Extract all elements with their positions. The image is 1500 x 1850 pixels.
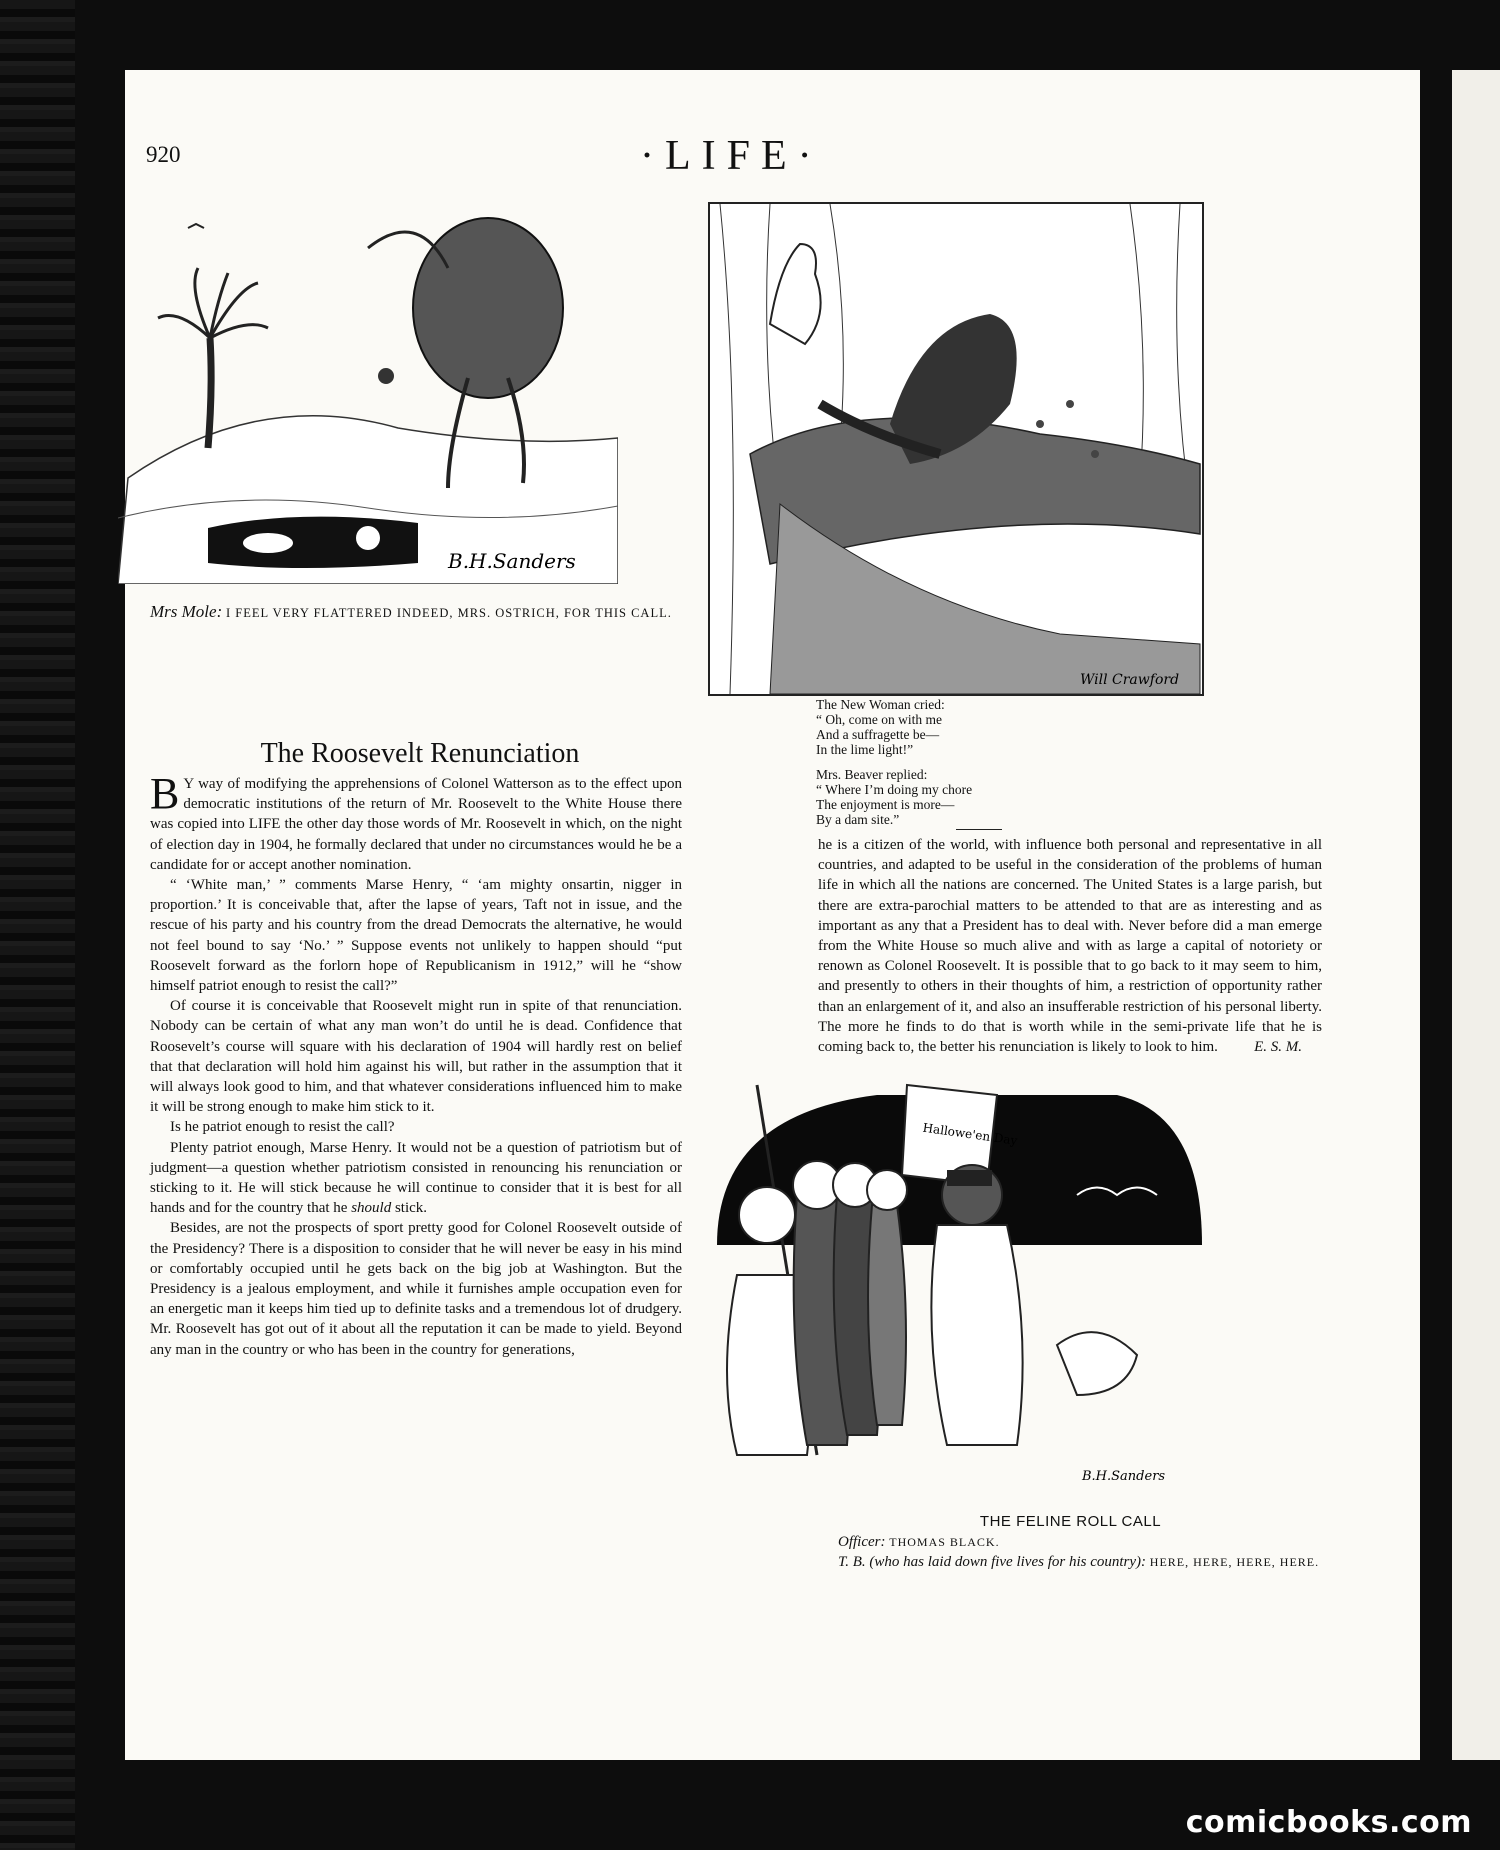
verse-line: “ Oh, come on with me: [816, 712, 942, 727]
verse-line: “ Where I’m doing my chore: [816, 782, 973, 797]
article-emphasis: should: [351, 1200, 392, 1217]
verse-line: The New Woman cried:: [816, 697, 945, 712]
caption-line-tb: [818, 1552, 1323, 1572]
ostrich-caption-speaker: Mrs Mole:: [150, 602, 223, 621]
caption-title: THE FELINE ROLL CALL: [979, 1513, 1162, 1530]
article-paragraph: Is he patriot enough to resist the call?: [170, 1119, 395, 1136]
drop-cap: B: [150, 769, 180, 818]
article-paragraph: Of course it is conceivable that Roosevelt might run in spite of that renunciation. Nobody can be certain of what any man won’t do until he is dead. Confidence that Roosevelt’s course will square with his declaration of 1904 will hardly rest on belief that that declaration will hold him against his will, but rather in the assumption that it will always look good to him, and that whatever considerations influenced him to make it will be strong enough to make him stick to it.: [150, 998, 682, 1116]
verse-line: By a dam site.”: [816, 812, 900, 827]
article-paragraph-text: Y way of modifying the apprehensions of Colonel Watterson as to the effect upon democratic institutions of the return of Mr. Roosevelt to the White House there was copied into LIFE the other day those words of Mr. Roosevelt in which, on the night of election day in 1904, he formally declared that under no circumstances would he be a candidate for or accept another nomination.: [150, 776, 682, 873]
caption-line-officer: [818, 1532, 1323, 1552]
article-signature: E. S. M.: [1254, 1039, 1302, 1056]
ostrich-caption-text: I FEEL VERY FLATTERED INDEED, MRS. OSTRICH, FOR THIS CALL.: [225, 606, 672, 620]
beaver-signature: Will Crawford: [1080, 672, 1180, 688]
beaver-verse: [816, 697, 1136, 840]
article-paragraph: “ ‘White man,’ ” comments Marse Henry, “ ‘am mighty onsartin, nigger in proportion.’ It is conceivable that, after the lapse of years, Taft not in issue, and the rescue of his party and his country from the dread Democrats the alternative, he would not feel bound to say ‘No.’ ” Suppose events not unlikely to happen should “put Roosevelt forward as the forlorn hope of Republicanism in 1912,” will he “show himself patriot enough to resist the call?”: [150, 877, 682, 995]
feline-roll-call-cartoon: [697, 1075, 1207, 1500]
caption-text: HERE, HERE, HERE, HERE.: [1149, 1555, 1320, 1569]
ostrich-illustration: [118, 188, 618, 584]
ostrich-signature: B.H.Sanders: [448, 549, 576, 573]
verse-line: And a suffragette be—: [816, 727, 940, 742]
verse-rule: [956, 829, 1002, 830]
article-paragraph: [150, 769, 682, 875]
cats-illustration: [697, 1075, 1207, 1500]
ostrich-caption: [150, 602, 680, 623]
ostrich-cartoon: [118, 188, 618, 584]
caption-speaker: T. B. (who has laid down five lives for his country):: [838, 1554, 1147, 1570]
article-column-right: [818, 835, 1322, 1057]
verse-stanza-2: [816, 767, 1136, 830]
banner-text: Hallowe'en Day: [921, 1120, 1019, 1148]
caption-text: THOMAS BLACK.: [889, 1535, 1000, 1549]
verse-stanza-1: [816, 697, 1136, 757]
verse-line: Mrs. Beaver replied:: [816, 767, 928, 782]
article-text: Plenty patriot enough, Marse Henry. It would not be a question of patriotism but of judgment—a question whether patriotism consisted in renouncing his renunciation or sticking to it. He will stick because he will continue to consider that it is best for all hands and for the country that he: [150, 1139, 682, 1217]
beaver-cartoon: [708, 202, 1204, 696]
article-title: The Roosevelt Renunciation: [260, 738, 580, 769]
feline-roll-call-caption: [818, 1512, 1323, 1572]
article-paragraph: Besides, are not the prospects of sport pretty good for Colonel Roosevelt outside of the Presidency? There is a disposition to consider that he will never be easy in his mind or comfortably occupied until he gets back on the big job at Washington. But the Presidency is a jealous employment, and while it furnishes ample occupation even for an energetic man it keeps him tied up to definite tasks and a tremendous lot of drudgery. Mr. Roosevelt has got out of it about all the reputation it can be made to yield. Beyond any man in the country or who has been in the country for generations,: [150, 1220, 682, 1358]
verse-line: The enjoyment is more—: [816, 797, 955, 812]
article-paragraph: [818, 835, 1322, 1057]
verse-line: In the lime light!”: [816, 742, 914, 757]
beaver-illustration: [710, 204, 1202, 694]
article-text: stick.: [391, 1200, 428, 1217]
scan-edge-left: [0, 0, 75, 1850]
article-paragraph: [150, 1138, 682, 1219]
page-number: 920: [146, 142, 181, 167]
cats-signature: B.H.Sanders: [1082, 1469, 1166, 1484]
masthead-title: ·LIFE·: [640, 133, 823, 179]
site-watermark: comicbooks.com: [1185, 1805, 1472, 1840]
article-text: he is a citizen of the world, with influence both personal and representative in all countries, and adapted to be useful in the consideration of the problems of human life in which all the nations are concerned. The United States is a large parish, but there are extra-parochial matters to be attended to that are as interesting and as important as any that a President has to deal with. Never before did a man emerge from the White House so much alive and with as large a capital of notoriety or renown as Colonel Roosevelt. It is possible that to go back to it may seem to him, and presently to others in their thoughts of him, a restriction of opportunity rather than an enlargement of it, and also an insufferable restriction of his personal liberty. The more he finds to do that is worth while in the semi-private life that he is coming back to, the better his renunciation is likely to look to him.: [818, 837, 1322, 1056]
article-column-left: [150, 769, 682, 1360]
caption-speaker: Officer:: [838, 1534, 886, 1550]
adjacent-page-edge: [1452, 70, 1500, 1760]
